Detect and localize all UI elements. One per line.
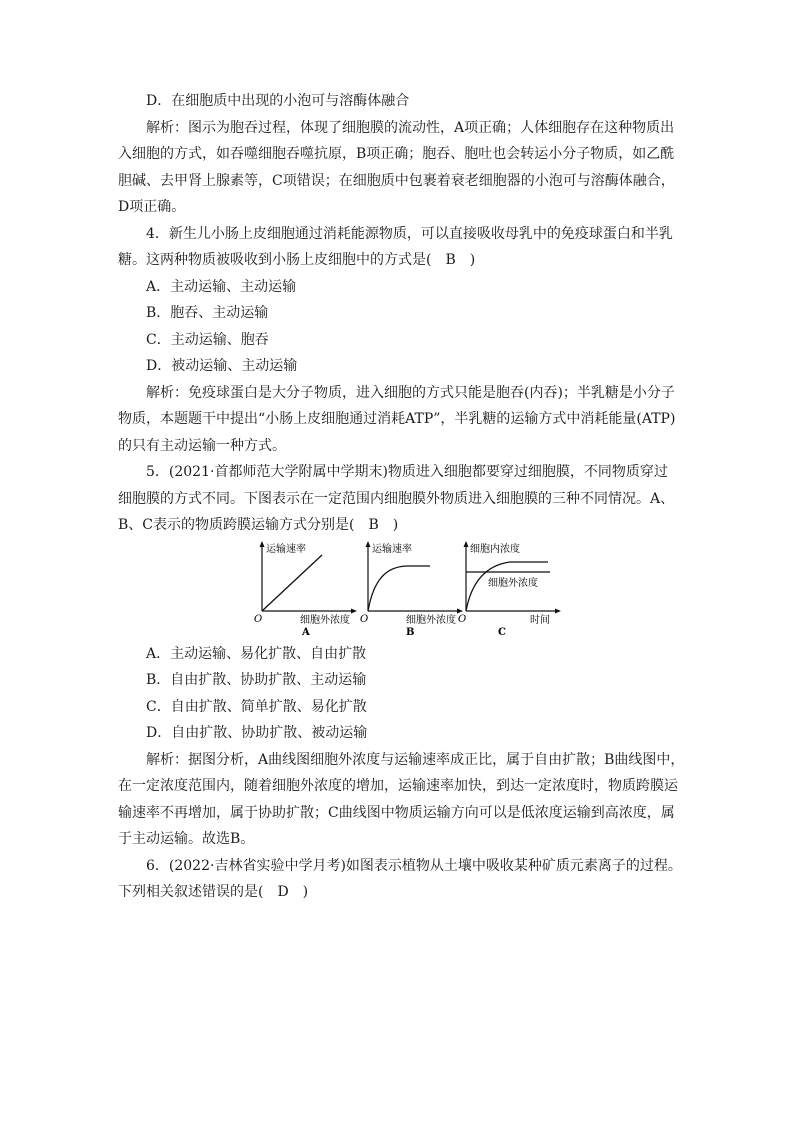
- q5-stem-line: B、C表示的物质跨膜运输方式分别是( B ): [118, 517, 399, 533]
- q4-analysis-line: 解析：免疫球蛋白是大分子物质，进入细胞的方式只能是胞吞(内吞)；半乳糖是小分子: [146, 384, 675, 401]
- q5-analysis-line: 于主动运输。故选B。: [118, 831, 255, 847]
- line-label: 细胞外浓度: [488, 577, 538, 589]
- q5-option-c: C．自由扩散、简单扩散、易化扩散: [146, 698, 367, 715]
- document-page: [118, 88, 685, 906]
- q4-stem-line: 4．新生儿小肠上皮细胞通过消耗能源物质，可以直接吸收母乳中的免疫球蛋白和半乳: [146, 225, 673, 242]
- x-axis-label: 细胞外浓度: [406, 614, 456, 626]
- q4-option-a: A．主动运输、主动运输: [146, 278, 297, 295]
- q4-option-c: C．主动运输、胞吞: [146, 331, 269, 348]
- q4-option-b: B．胞吞、主动运输: [146, 305, 269, 321]
- q5-option-b: B．自由扩散、协助扩散、主动运输: [146, 672, 367, 688]
- x-axis-arrow: [351, 608, 357, 613]
- q5-analysis-line: 输速率不再增加，属于协助扩散；C曲线图中物质运输方向可以是低浓度运输到高浓度，属: [118, 804, 675, 821]
- y-axis-label: 细胞内浓度: [470, 543, 520, 555]
- graph-b: [360, 541, 470, 637]
- origin-label: O: [458, 613, 467, 625]
- graph-caption: C: [498, 626, 506, 638]
- graph-caption: B: [406, 626, 415, 638]
- origin-label: O: [360, 613, 369, 625]
- y-axis-arrow: [260, 541, 265, 547]
- x-axis-arrow: [555, 608, 561, 613]
- transport-figure: [118, 541, 678, 639]
- q4-analysis-line: 物质，本题题干中提出“小肠上皮细胞通过消耗ATP”，半乳糖的运输方式中消耗能量(ATP): [118, 411, 676, 427]
- x-axis-label: 时间: [530, 614, 550, 626]
- y-axis-label: 运输速率: [266, 543, 306, 555]
- graph-a: [254, 541, 364, 637]
- q6-stem-line: 6．(2022·吉林省实验中学月考)如图表示植物从土壤中吸收某种矿质元素离子的过程。: [146, 857, 682, 874]
- q6-stem-line: 下列相关叙述错误的是( D ): [118, 884, 309, 900]
- graph-caption: A: [302, 626, 310, 638]
- q3-analysis-line: 解析：图示为胞吞过程，体现了细胞膜的流动性，A项正确；人体细胞存在这种物质出: [146, 119, 675, 136]
- q5-analysis-line: 在一定浓度范围内，随着细胞外浓度的增加，运输速率加快，到达一定浓度时，物质跨膜运: [118, 778, 678, 794]
- q4-option-d: D．被动运输、主动运输: [146, 358, 298, 374]
- q5-stem-line: 5．(2021·首都师范大学附属中学期末)物质进入细胞都要穿过细胞膜，不同物质穿过: [146, 464, 668, 480]
- q3-analysis-line: 入细胞的方式，如吞噬细胞吞噬抗原，B项正确；胞吞、胞吐也会转运小分子物质，如乙酰: [118, 146, 675, 162]
- x-axis-label: 细胞外浓度: [300, 614, 350, 626]
- q5-analysis-line: 解析：据图分析，A曲线图细胞外浓度与运输速率成正比，属于自由扩散；B曲线图中，: [146, 751, 685, 768]
- q3-analysis-line: 胆碱、去甲肾上腺素等，C项错误；在细胞质中包裹着衰老细胞器的小泡可与溶酶体融合，: [118, 172, 675, 189]
- q4-stem-line: 糖。这两种物质被吸收到小肠上皮细胞中的方式是( B ): [118, 252, 476, 268]
- y-axis-arrow: [464, 541, 469, 547]
- q3-option-d: D．在细胞质中出现的小泡可与溶酶体融合: [146, 93, 410, 109]
- origin-label: O: [254, 613, 263, 625]
- q3-analysis-line: D项正确。: [118, 199, 186, 215]
- graph-c: [458, 541, 568, 637]
- q5-option-d: D．自由扩散、协助扩散、被动运输: [146, 725, 368, 741]
- saturation-curve: [368, 566, 430, 611]
- q5-stem-line: 细胞膜的方式不同。下图表示在一定范围内细胞膜外物质进入细胞膜的三种不同情况。A、: [118, 490, 675, 507]
- q5-option-a: A．主动运输、易化扩散、自由扩散: [146, 645, 367, 662]
- curve-line: [262, 555, 322, 611]
- y-axis-label: 运输速率: [372, 543, 412, 555]
- q4-analysis-line: 的只有主动运输一种方式。: [118, 437, 286, 454]
- y-axis-arrow: [366, 541, 371, 547]
